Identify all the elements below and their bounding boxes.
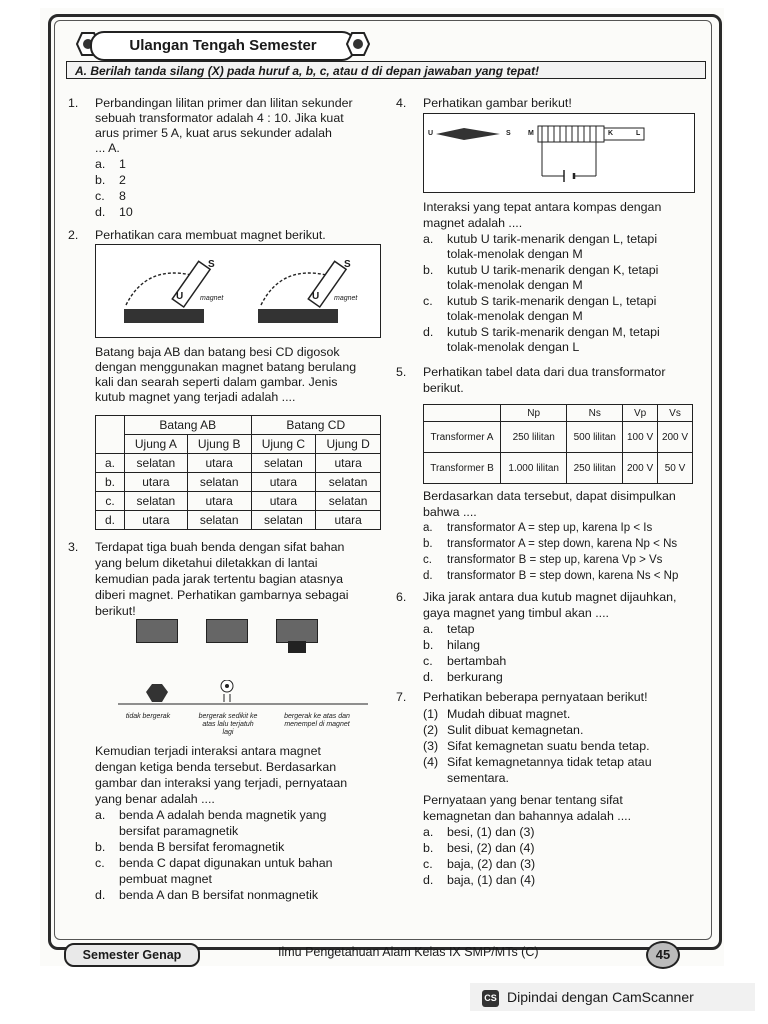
q5-text: Berdasarkan data tersebut, dapat disimpulkan bbox=[423, 489, 676, 503]
q6-option-a[interactable] bbox=[423, 622, 475, 638]
option-text: 10 bbox=[119, 205, 133, 219]
pole-label-s: S bbox=[344, 259, 351, 270]
option-text: besi, (2) dan (4) bbox=[447, 841, 535, 855]
option-key: d. bbox=[423, 325, 434, 339]
q4-text: magnet adalah .... bbox=[423, 216, 523, 230]
transformer-table bbox=[423, 404, 693, 484]
statement-key: (1) bbox=[423, 707, 439, 721]
table-cell: selatan bbox=[316, 473, 381, 492]
option-text: benda A dan B bersifat nonmagnetik bbox=[119, 888, 319, 902]
table-header bbox=[424, 405, 501, 422]
q6-option-c[interactable] bbox=[423, 654, 506, 670]
table-corner bbox=[96, 416, 125, 454]
option-text: berkurang bbox=[447, 670, 503, 684]
q1-text: Perbandingan lilitan primer dan lilitan sekunder bbox=[95, 96, 353, 110]
magnet-block bbox=[206, 619, 248, 643]
q4-option-b[interactable] bbox=[423, 263, 658, 279]
q3-text: gambar dan interaksi yang terjadi, pernyataan bbox=[95, 776, 348, 790]
q4-option-d-cont[interactable] bbox=[423, 340, 579, 356]
q5-option-c[interactable] bbox=[423, 553, 662, 569]
option-text: bertambah bbox=[447, 654, 507, 668]
q4-option-c-cont[interactable] bbox=[423, 309, 583, 325]
option-text: tolak-menolak dengan L bbox=[447, 340, 580, 354]
option-key: b. bbox=[423, 263, 434, 277]
table-cell: 250 lilitan bbox=[567, 453, 623, 484]
compass-figure bbox=[423, 113, 695, 193]
option-key: c. bbox=[95, 189, 105, 203]
q7-option-b[interactable] bbox=[423, 841, 534, 857]
q6-option-d[interactable] bbox=[423, 670, 503, 686]
option-key: d. bbox=[95, 205, 106, 219]
footer-subject: Ilmu Pengetahuan Alam Kelas IX SMP/MTs (C) bbox=[278, 945, 539, 959]
option-key: c. bbox=[423, 857, 433, 871]
option-text: 2 bbox=[119, 173, 126, 187]
option-text: bersifat paramagnetik bbox=[119, 824, 239, 838]
q7-statement bbox=[423, 723, 583, 739]
option-key: c. bbox=[423, 554, 432, 566]
option-key: b. bbox=[95, 840, 106, 854]
option-text: 8 bbox=[119, 189, 126, 203]
statement-key: (3) bbox=[423, 739, 439, 753]
q3-text: Terdapat tiga buah benda dengan sifat bahan bbox=[95, 540, 345, 554]
magnet-block bbox=[136, 619, 178, 643]
pole-label-u: U bbox=[428, 130, 434, 137]
option-text: tolak-menolak dengan M bbox=[447, 309, 583, 323]
caption-object-c: bergerak ke atas dan menempel di magnet bbox=[284, 713, 350, 728]
option-key: a. bbox=[423, 825, 434, 839]
q4-option-d[interactable] bbox=[423, 325, 660, 341]
option-text: pembuat magnet bbox=[119, 872, 212, 886]
q7-number: 7. bbox=[396, 690, 407, 704]
q3-option-c-cont[interactable] bbox=[95, 872, 212, 888]
table-cell: utara bbox=[316, 454, 381, 473]
q3-text: dengan ketiga benda tersebut. Berdasarkan bbox=[95, 760, 337, 774]
q2-text: Batang baja AB dan batang besi CD digosok bbox=[95, 345, 340, 359]
q5-option-a[interactable] bbox=[423, 521, 652, 537]
q1-option-c[interactable] bbox=[95, 189, 126, 205]
table-cell: utara bbox=[125, 473, 188, 492]
option-key: a. bbox=[95, 157, 106, 171]
option-text: hilang bbox=[447, 638, 481, 652]
pole-label-s: S bbox=[506, 130, 511, 137]
footer-semester-banner bbox=[56, 941, 206, 965]
q1-text: ... A. bbox=[95, 141, 120, 155]
option-key: a. bbox=[423, 232, 434, 246]
q6-number: 6. bbox=[396, 590, 407, 604]
q3-text: yang benar adalah .... bbox=[95, 792, 215, 806]
camscanner-watermark bbox=[470, 983, 755, 1011]
option-key: c. bbox=[95, 856, 105, 870]
table-header: Ns bbox=[567, 405, 623, 422]
q3-option-a-cont[interactable] bbox=[95, 824, 238, 840]
pole-label-u: U bbox=[176, 291, 184, 302]
option-text: kutub U tarik-menarik dengan L, tetapi bbox=[447, 232, 658, 246]
table-header: Ujung C bbox=[251, 435, 316, 454]
table-cell: selatan bbox=[187, 473, 251, 492]
table-cell: Transformer B bbox=[424, 453, 501, 484]
table-cell: selatan bbox=[251, 511, 316, 530]
option-key: b. bbox=[423, 538, 433, 550]
table-cell: selatan bbox=[251, 454, 316, 473]
q1-option-d[interactable] bbox=[95, 205, 133, 221]
option-text: benda B bersifat feromagnetik bbox=[119, 840, 285, 854]
q3-text: diberi magnet. Perhatikan gambarnya sebagai bbox=[95, 588, 349, 602]
table-cell[interactable]: a. bbox=[96, 454, 125, 473]
q3-number: 3. bbox=[68, 540, 79, 554]
compass-drawing bbox=[424, 114, 694, 192]
q4-intro: Perhatikan gambar berikut! bbox=[423, 96, 572, 110]
q1-text: sebuah transformator adalah 4 : 10. Jika kuat bbox=[95, 111, 344, 125]
statement-text: Sifat kemagnetannya tidak tetap atau bbox=[447, 755, 652, 769]
q5-option-d[interactable] bbox=[423, 569, 678, 585]
option-text: benda A adalah benda magnetik yang bbox=[119, 808, 327, 822]
q3-option-c[interactable] bbox=[95, 856, 333, 872]
option-text: kutub U tarik-menarik dengan K, tetapi bbox=[447, 263, 659, 277]
objects-drawing bbox=[118, 680, 368, 714]
caption-object-b: bergerak sedikit ke atas lalu terjatuh lagi bbox=[198, 713, 258, 736]
statement-text: sementara. bbox=[447, 771, 509, 785]
table-cell: utara bbox=[251, 492, 316, 511]
option-key: a. bbox=[423, 622, 434, 636]
q2-text: kali dan searah seperti dalam gambar. Jenis bbox=[95, 375, 338, 389]
option-key: c. bbox=[423, 654, 433, 668]
footer-semester: Semester Genap bbox=[64, 943, 200, 967]
table-cell: utara bbox=[187, 454, 251, 473]
section-instruction: A. Berilah tanda silang (X) pada huruf a, b, c, atau d di depan jawaban yang tepat! bbox=[66, 61, 706, 79]
caption-object-a: tidak bergerak bbox=[125, 713, 171, 720]
option-key: a. bbox=[95, 808, 106, 822]
table-cell: 200 V bbox=[658, 422, 693, 453]
q3-text: kemudian pada jarak tertentu bagian atasnya bbox=[95, 572, 343, 586]
statement-key: (4) bbox=[423, 755, 439, 769]
q7-text: Pernyataan yang benar tentang sifat bbox=[423, 793, 623, 807]
option-text: transformator B = step down, karena Ns < Np bbox=[447, 570, 679, 582]
pole-label-l: L bbox=[636, 130, 641, 137]
q1-text: arus primer 5 A, kuat arus sekunder adalah bbox=[95, 126, 332, 140]
magnet-poles-table bbox=[95, 415, 381, 530]
q5-option-b[interactable] bbox=[423, 537, 677, 553]
table-cell: 50 V bbox=[658, 453, 693, 484]
q4-text: Interaksi yang tepat antara kompas dengan bbox=[423, 200, 662, 214]
option-text: baja, (2) dan (3) bbox=[447, 857, 536, 871]
camscanner-text: Dipindai dengan CamScanner bbox=[507, 989, 694, 1005]
q7-statement bbox=[423, 739, 650, 755]
option-key: d. bbox=[423, 873, 434, 887]
option-text: tolak-menolak dengan M bbox=[447, 278, 583, 292]
q1-option-a[interactable] bbox=[95, 157, 126, 173]
magnet-block bbox=[276, 619, 318, 643]
object-c bbox=[288, 641, 306, 653]
table-cell: selatan bbox=[187, 511, 251, 530]
q2-text: kutub magnet yang terjadi adalah .... bbox=[95, 390, 296, 404]
q5-text: bahwa .... bbox=[423, 505, 477, 519]
q4-option-a-cont[interactable] bbox=[423, 247, 583, 263]
table-cell: selatan bbox=[125, 492, 188, 511]
title-banner bbox=[72, 29, 372, 59]
table-header: Ujung A bbox=[125, 435, 188, 454]
table-group-header: Batang CD bbox=[251, 416, 380, 435]
q3-text: Kemudian terjadi interaksi antara magnet bbox=[95, 744, 321, 758]
option-text: transformator B = step up, karena Vp > Vs bbox=[447, 554, 663, 566]
q7-statement bbox=[423, 707, 570, 723]
table-cell: Transformer A bbox=[424, 422, 501, 453]
q3-option-a[interactable] bbox=[95, 808, 326, 824]
option-text: 1 bbox=[119, 157, 126, 171]
camscanner-icon: CS bbox=[482, 990, 499, 1007]
q6-text: gaya magnet yang timbul akan .... bbox=[423, 606, 609, 620]
page-number: 45 bbox=[646, 941, 680, 969]
table-cell: 1.000 lilitan bbox=[501, 453, 567, 484]
q4-option-a[interactable] bbox=[423, 232, 657, 248]
q4-option-b-cont[interactable] bbox=[423, 278, 583, 294]
table-cell: utara bbox=[251, 473, 316, 492]
option-text: transformator A = step up, karena Ip < Is bbox=[447, 522, 653, 534]
option-key: d. bbox=[423, 570, 433, 582]
table-cell: utara bbox=[187, 492, 251, 511]
q3-text: yang belum diketahui diletakkan di lantai bbox=[95, 556, 318, 570]
option-text: benda C dapat digunakan untuk bahan bbox=[119, 856, 333, 870]
q4-number: 4. bbox=[396, 96, 407, 110]
statement-key: (2) bbox=[423, 723, 439, 737]
table-cell[interactable]: d. bbox=[96, 511, 125, 530]
option-key: a. bbox=[423, 522, 433, 534]
q7-option-d[interactable] bbox=[423, 873, 535, 889]
q7-intro: Perhatikan beberapa pernyataan berikut! bbox=[423, 690, 648, 704]
table-header: Np bbox=[501, 405, 567, 422]
table-cell: utara bbox=[125, 511, 188, 530]
magnet-stroking-drawing bbox=[96, 245, 380, 337]
statement-text: Sifat kemagnetan suatu benda tetap. bbox=[447, 739, 650, 753]
q2-intro: Perhatikan cara membuat magnet berikut. bbox=[95, 228, 326, 242]
q3-text: berikut! bbox=[95, 604, 136, 618]
pole-label-s: S bbox=[208, 259, 215, 270]
q1-option-b[interactable] bbox=[95, 173, 126, 189]
table-cell: 100 V bbox=[623, 422, 658, 453]
statement-text: Sulit dibuat kemagnetan. bbox=[447, 723, 584, 737]
magnet-label: magnet bbox=[200, 295, 224, 302]
table-cell[interactable]: c. bbox=[96, 492, 125, 511]
magnet-stroking-figure bbox=[95, 244, 381, 338]
magnet-label: magnet bbox=[334, 295, 358, 302]
option-text: baja, (1) dan (4) bbox=[447, 873, 536, 887]
q2-number: 2. bbox=[68, 228, 79, 242]
option-key: d. bbox=[95, 888, 106, 902]
q3-option-b[interactable] bbox=[95, 840, 284, 856]
table-group-header: Batang AB bbox=[125, 416, 252, 435]
option-text: transformator A = step down, karena Np < Ns bbox=[447, 538, 678, 550]
table-header: Vp bbox=[623, 405, 658, 422]
option-key: b. bbox=[95, 173, 106, 187]
q3-option-d[interactable] bbox=[95, 888, 318, 904]
table-cell: 250 lilitan bbox=[501, 422, 567, 453]
table-cell[interactable]: b. bbox=[96, 473, 125, 492]
option-key: d. bbox=[423, 670, 434, 684]
q6-text: Jika jarak antara dua kutub magnet dijauhkan, bbox=[423, 590, 677, 604]
q4-option-c[interactable] bbox=[423, 294, 656, 310]
q1-number: 1. bbox=[68, 96, 79, 110]
pole-label-k: K bbox=[608, 130, 614, 137]
table-header: Vs bbox=[658, 405, 693, 422]
table-header: Ujung D bbox=[316, 435, 381, 454]
statement-text: Mudah dibuat magnet. bbox=[447, 707, 571, 721]
pole-label-u: U bbox=[312, 291, 320, 302]
q5-text: Perhatikan tabel data dari dua transformator bbox=[423, 365, 666, 379]
table-cell: selatan bbox=[125, 454, 188, 473]
option-text: besi, (1) dan (3) bbox=[447, 825, 535, 839]
table-cell: 500 lilitan bbox=[567, 422, 623, 453]
table-cell: selatan bbox=[316, 492, 381, 511]
option-text: tolak-menolak dengan M bbox=[447, 247, 583, 261]
q7-option-a[interactable] bbox=[423, 825, 534, 841]
option-key: b. bbox=[423, 841, 434, 855]
option-key: c. bbox=[423, 294, 433, 308]
q7-statement bbox=[423, 755, 652, 771]
pole-label-m: M bbox=[528, 130, 534, 137]
table-header: Ujung B bbox=[187, 435, 251, 454]
page-title: Ulangan Tengah Semester bbox=[90, 31, 356, 61]
option-text: kutub S tarik-menarik dengan M, tetapi bbox=[447, 325, 660, 339]
option-text: tetap bbox=[447, 622, 475, 636]
q6-option-b[interactable] bbox=[423, 638, 480, 654]
q2-text: dengan menggunakan magnet batang berulang bbox=[95, 360, 357, 374]
q7-statement bbox=[423, 771, 509, 787]
table-cell: utara bbox=[316, 511, 381, 530]
table-cell: 200 V bbox=[623, 453, 658, 484]
option-key: b. bbox=[423, 638, 434, 652]
q5-number: 5. bbox=[396, 365, 407, 379]
q5-text: berikut. bbox=[423, 381, 464, 395]
q7-option-c[interactable] bbox=[423, 857, 535, 873]
hexagon-icon bbox=[346, 32, 370, 56]
q7-text: kemagnetan dan bahannya adalah .... bbox=[423, 809, 632, 823]
option-text: kutub S tarik-menarik dengan L, tetapi bbox=[447, 294, 657, 308]
